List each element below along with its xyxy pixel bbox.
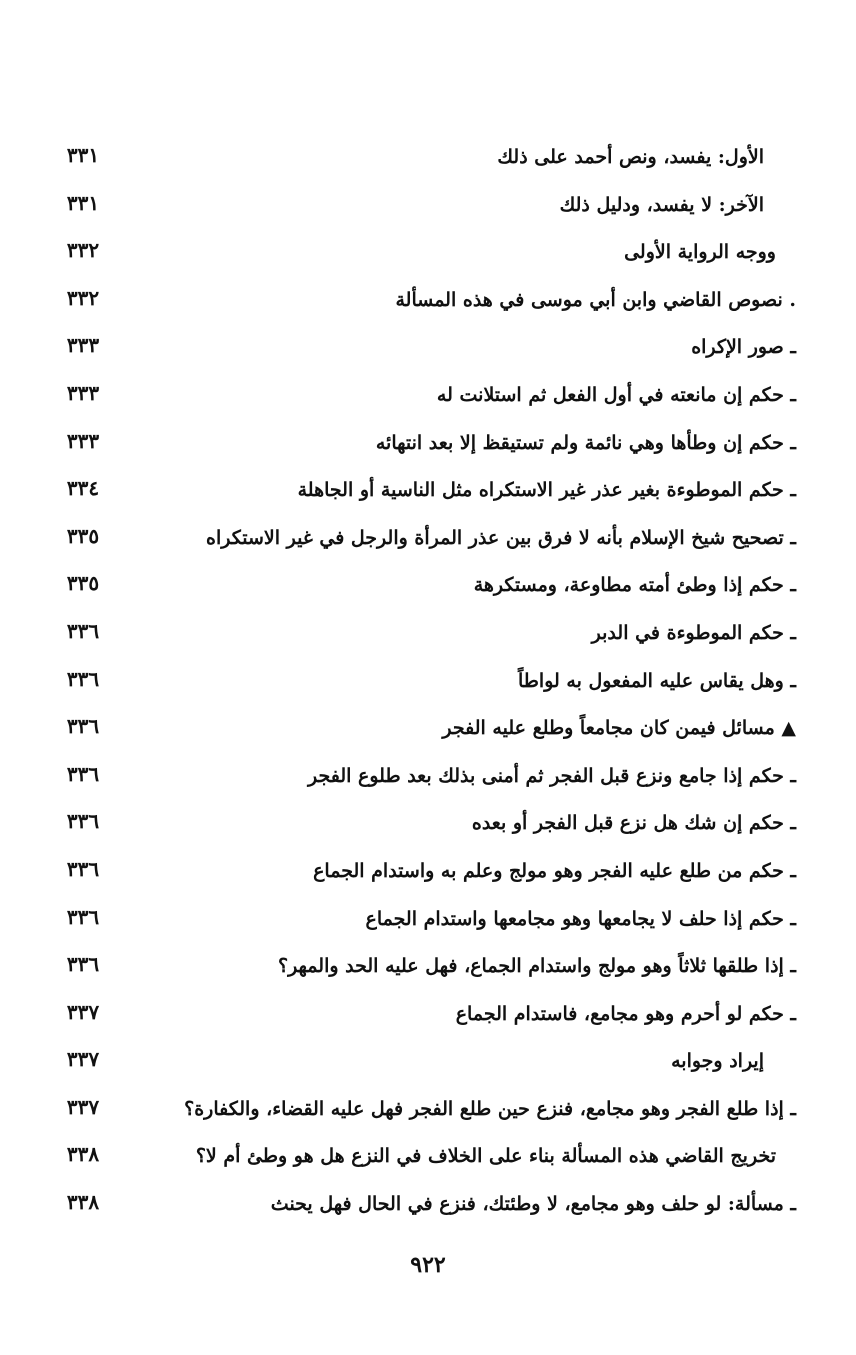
toc-page-number: ٣٣٦ xyxy=(66,761,100,786)
toc-page-number: ٣٣٧ xyxy=(66,999,100,1024)
toc-row xyxy=(0,802,856,850)
toc-entry-text: ـ حكم الموطوءة بغير عذر غير الاستكراه مثل الناسية أو الجاهلة xyxy=(297,479,796,502)
toc-page-number: ٣٣١ xyxy=(66,190,100,215)
toc-row xyxy=(0,422,856,470)
toc-entry-text: ـ صور الإكراه xyxy=(691,336,796,359)
toc-entry-text: ـ حكم إن وطأها وهي نائمة ولم تستيقظ إلا بعد انتهائه xyxy=(375,431,796,454)
toc-entry-text: تخريج القاضي هذه المسألة بناء على الخلاف في النزع هل هو وطئ أم لا؟ xyxy=(195,1145,776,1168)
table-of-contents xyxy=(0,136,856,1231)
toc-entry-text: ـ حكم إذا حلف لا يجامعها وهو مجامعها واستدام الجماع xyxy=(365,907,796,930)
toc-entry-text: ـ حكم إن شك هل نزع قبل الفجر أو بعده xyxy=(471,812,796,835)
toc-row xyxy=(0,755,856,803)
toc-entry-text: الأول: يفسد، ونص أحمد على ذلك xyxy=(497,146,764,168)
toc-row xyxy=(0,184,856,232)
toc-entry-text: إيراد وجوابه xyxy=(671,1050,764,1073)
toc-row xyxy=(0,374,856,422)
toc-row xyxy=(0,136,856,184)
toc-row xyxy=(0,850,856,898)
toc-page-number: ٣٣٦ xyxy=(66,952,100,977)
toc-row xyxy=(0,707,856,755)
toc-page-number: ٣٣١ xyxy=(66,143,100,167)
toc-page-number: ٣٣٢ xyxy=(66,285,100,310)
toc-page-number: ٣٣٣ xyxy=(66,333,100,358)
toc-row xyxy=(0,1088,856,1136)
toc-page-number: ٣٣٤ xyxy=(66,476,100,501)
toc-page-number: ٣٣٦ xyxy=(66,714,100,739)
toc-page-number: ٣٣٨ xyxy=(66,1142,100,1167)
toc-page-number: ٣٣٣ xyxy=(66,428,100,453)
toc-entry-text: . نصوص القاضي وابن أبي موسى في هذه المسألة xyxy=(395,288,796,311)
toc-page-number: ٣٣٢ xyxy=(66,238,100,263)
toc-row xyxy=(0,231,856,279)
toc-row xyxy=(0,898,856,946)
toc-row xyxy=(0,612,856,660)
toc-row xyxy=(0,1040,856,1088)
toc-row xyxy=(0,469,856,517)
toc-entry-text: ـ وهل يقاس عليه المفعول به لواطاً xyxy=(518,669,796,692)
toc-entry-text: ـ حكم من طلع عليه الفجر وهو مولج وعلم به واستدام الجماع xyxy=(313,859,796,882)
toc-page-number: ٣٣٨ xyxy=(66,1190,100,1215)
toc-row xyxy=(0,945,856,993)
page-number: ٩٢٢ xyxy=(410,1252,446,1278)
toc-entry-text: ووجه الرواية الأولى xyxy=(624,241,776,264)
toc-page-number: ٣٣٦ xyxy=(66,618,100,643)
toc-entry-text: ـ حكم إذا جامع ونزع قبل الفجر ثم أمنى بذلك بعد طلوع الفجر xyxy=(307,764,796,787)
toc-row xyxy=(0,326,856,374)
toc-entry-text: الآخر: لا يفسد، ودليل ذلك xyxy=(559,193,764,216)
toc-entry-text: ـ إذا طلع الفجر وهو مجامع، فنزع حين طلع الفجر فهل عليه القضاء، والكفارة؟ xyxy=(184,1097,796,1120)
toc-entry-text: ـ حكم إن مانعته في أول الفعل ثم استلانت له xyxy=(436,383,796,406)
toc-entry-text: ▲ مسائل فيمن كان مجامعاً وطلع عليه الفجر xyxy=(442,717,796,740)
toc-row xyxy=(0,1135,856,1183)
toc-entry-text: ـ حكم الموطوءة في الدبر xyxy=(591,621,796,644)
toc-page-number: ٣٣٧ xyxy=(66,1047,100,1072)
toc-page-number: ٣٣٥ xyxy=(66,523,100,548)
toc-entry-text: ـ حكم لو أحرم وهو مجامع، فاستدام الجماع xyxy=(455,1002,796,1025)
toc-page-number: ٣٣٧ xyxy=(66,1094,100,1119)
toc-row xyxy=(0,564,856,612)
toc-row xyxy=(0,660,856,708)
toc-row xyxy=(0,993,856,1041)
toc-entry-text: ـ مسألة: لو حلف وهو مجامع، لا وطئتك، فنزع في الحال فهل يحنث xyxy=(270,1193,796,1216)
toc-page-number: ٣٣٦ xyxy=(66,809,100,834)
toc-page-number: ٣٣٣ xyxy=(66,380,100,405)
toc-entry-text: ـ إذا طلقها ثلاثاً وهو مولج واستدام الجماع، فهل عليه الحد والمهر؟ xyxy=(277,955,796,978)
toc-page-number: ٣٣٥ xyxy=(66,571,100,596)
toc-page-number: ٣٣٦ xyxy=(66,666,100,691)
toc-row xyxy=(0,517,856,565)
toc-page-number: ٣٣٦ xyxy=(66,856,100,881)
toc-entry-text: ـ تصحيح شيخ الإسلام بأنه لا فرق بين عذر المرأة والرجل في غير الاستكراه xyxy=(206,526,796,549)
toc-row xyxy=(0,1183,856,1231)
toc-page-number: ٣٣٦ xyxy=(66,904,100,929)
toc-row xyxy=(0,279,856,327)
toc-entry-text: ـ حكم إذا وطئ أمته مطاوعة، ومستكرهة xyxy=(473,574,796,597)
